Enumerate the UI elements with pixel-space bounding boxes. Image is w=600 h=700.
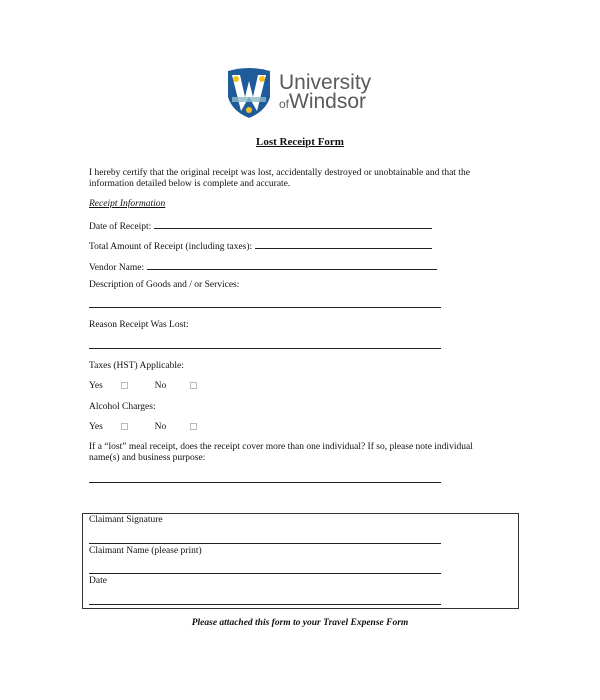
reason-label: Reason Receipt Was Lost:: [89, 320, 189, 330]
total-label: Total Amount of Receipt (including taxes):: [89, 242, 253, 252]
signature-field[interactable]: [89, 543, 441, 544]
meal-line-1: If a “lost” meal receipt, does the receipt cover more than one individual? If so, please note individual: [89, 442, 473, 452]
meal-field[interactable]: [89, 482, 441, 483]
description-field[interactable]: [89, 307, 441, 308]
intro-line-2: information detailed below is complete and accurate.: [89, 179, 291, 189]
signature-box: [82, 513, 519, 609]
taxes-no-checkbox[interactable]: [190, 382, 197, 389]
total-field[interactable]: [255, 239, 432, 249]
logo-of: of: [279, 97, 290, 111]
alcohol-no-checkbox[interactable]: [190, 423, 197, 430]
name-label: Claimant Name (please print): [89, 546, 202, 556]
logo-line2: Windsor: [289, 90, 367, 113]
taxes-yes-checkbox[interactable]: [121, 382, 128, 389]
taxes-no-label: No: [154, 381, 167, 391]
logo-line1: University: [279, 71, 372, 94]
university-logo: [226, 67, 272, 122]
shield-icon: [226, 67, 272, 119]
footer-note: Please attached this form to your Travel Expense Form: [191, 618, 409, 628]
signature-label: Claimant Signature: [89, 515, 163, 525]
date-field[interactable]: [154, 219, 432, 229]
alcohol-no-label: No: [154, 422, 167, 432]
date-label: Date of Receipt:: [89, 222, 152, 232]
taxes-label: Taxes (HST) Applicable:: [89, 361, 184, 371]
date-signed-field[interactable]: [89, 604, 441, 605]
form-title: Lost Receipt Form: [256, 136, 344, 148]
meal-line-2: name(s) and business purpose:: [89, 453, 206, 463]
logo-wordmark: [279, 73, 371, 114]
alcohol-yes-label: Yes: [89, 422, 103, 432]
vendor-label: Vendor Name:: [89, 263, 145, 273]
alcohol-yes-checkbox[interactable]: [121, 423, 128, 430]
alcohol-label: Alcohol Charges:: [89, 402, 156, 412]
taxes-yes-label: Yes: [89, 381, 103, 391]
name-field[interactable]: [89, 573, 441, 574]
section-heading: Receipt Information: [89, 199, 166, 209]
intro-line-1: I hereby certify that the original receipt was lost, accidentally destroyed or unobtainable and that the: [89, 168, 470, 178]
date-signed-label: Date: [89, 576, 107, 586]
reason-field[interactable]: [89, 348, 441, 349]
vendor-field[interactable]: [147, 260, 437, 270]
description-label: Description of Goods and / or Services:: [89, 280, 240, 290]
